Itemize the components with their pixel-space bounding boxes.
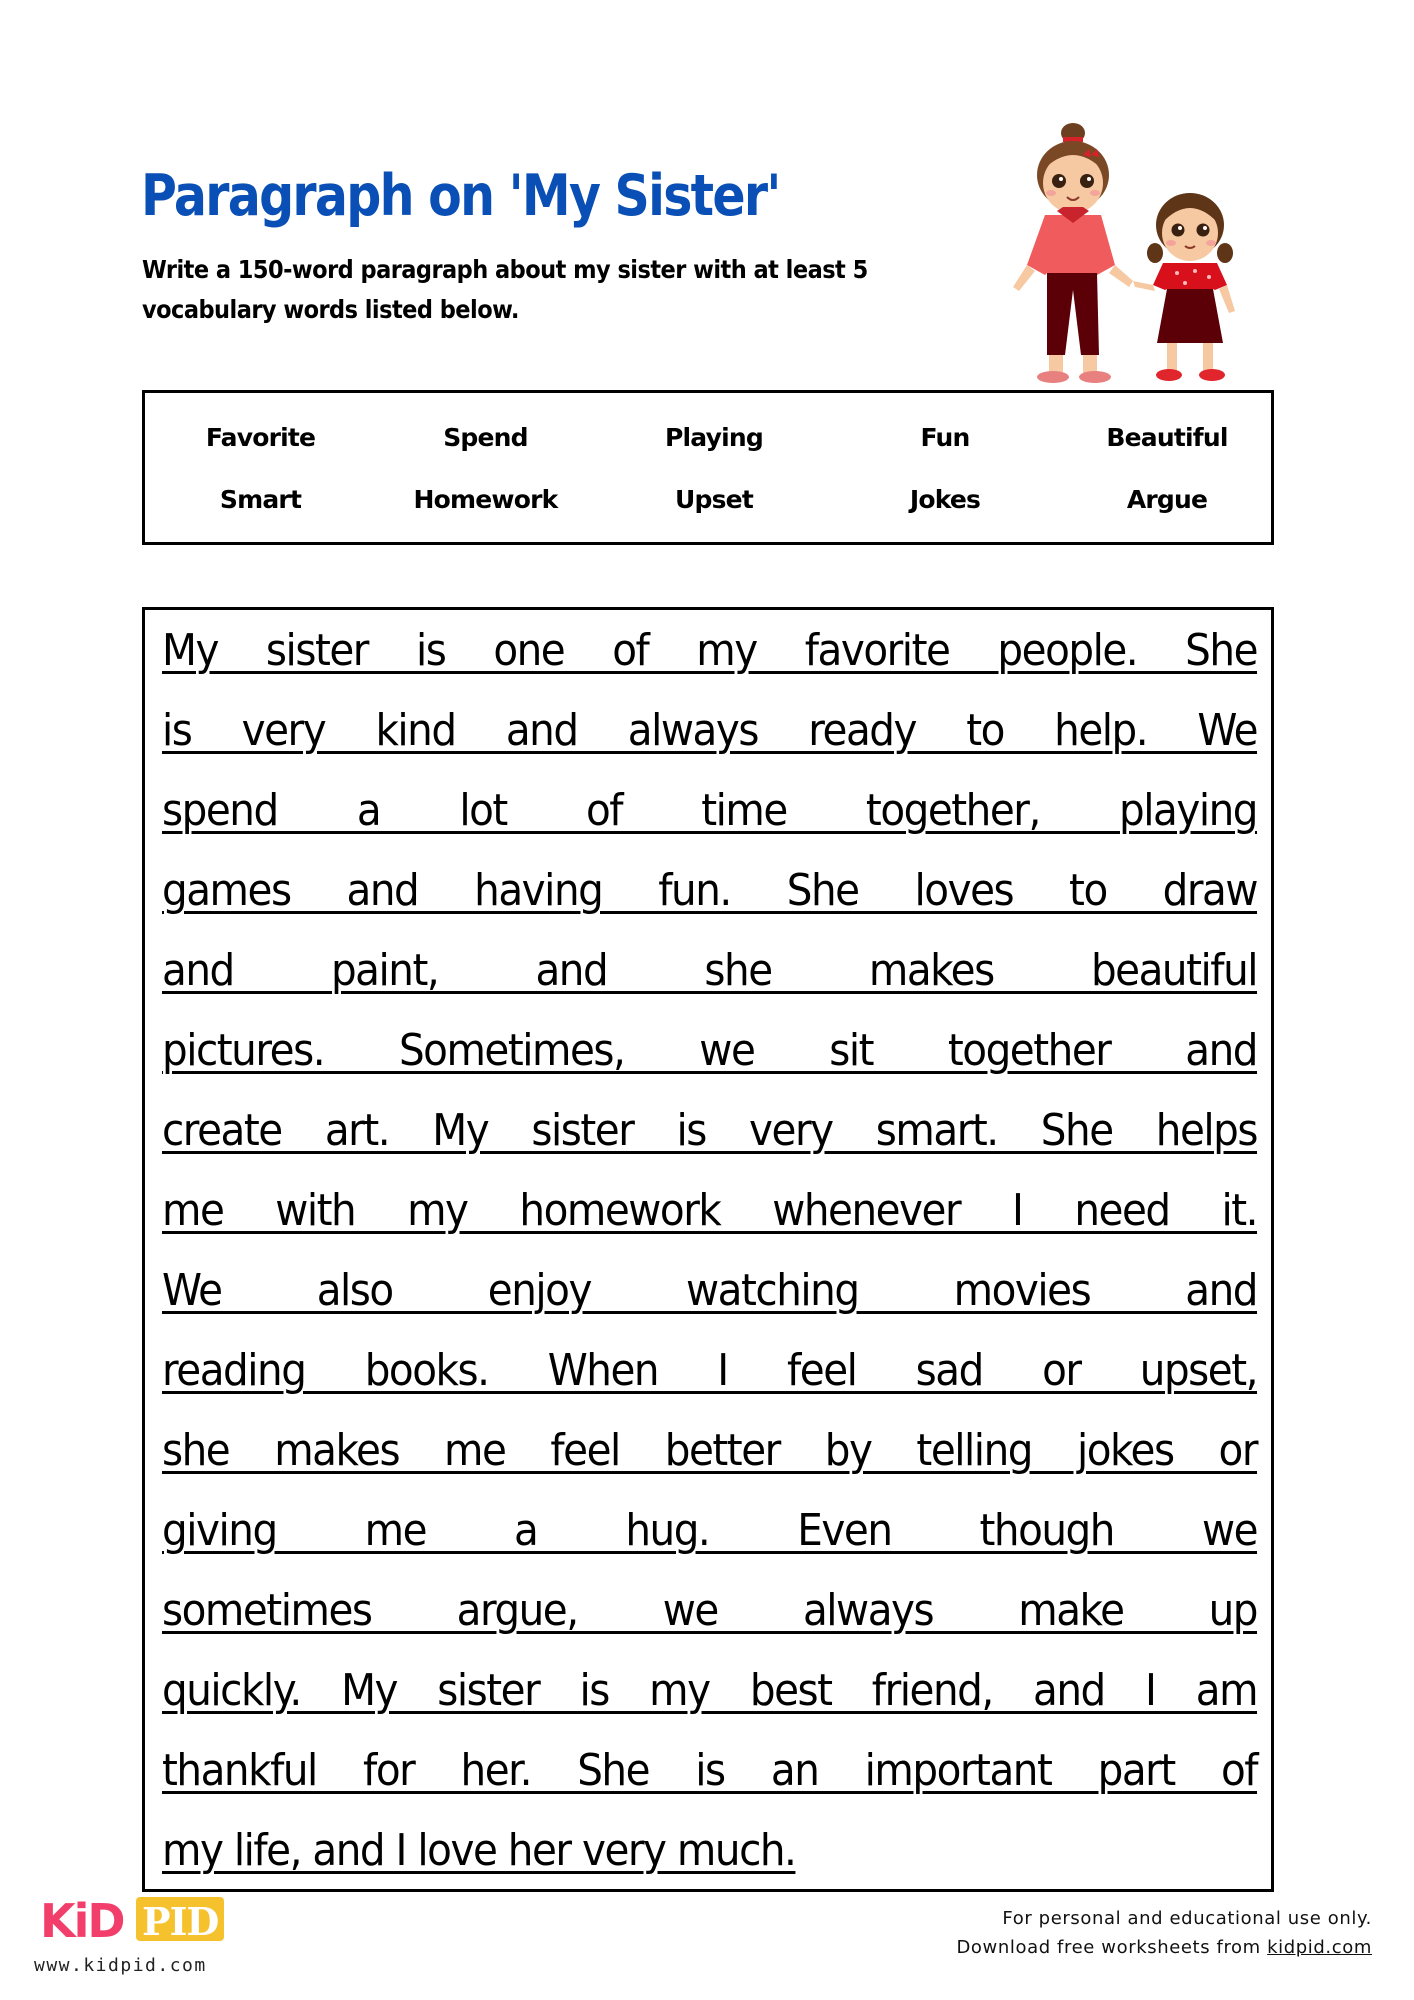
paragraph-line [162, 774, 1258, 854]
instructions: Write a 150-word paragraph about my sister with at least 5 vocabulary words listed below. [142, 255, 868, 324]
paragraph-line [162, 1494, 1258, 1574]
paragraph-line [162, 1574, 1258, 1654]
paragraph-line-text: My sister is one of my favorite people. She [162, 625, 1258, 676]
logo-website: www.kidpid.com [34, 1955, 207, 1976]
paragraph-line [162, 1014, 1258, 1094]
vocab-word: Playing [665, 423, 763, 452]
paragraph-line-text: spend a lot of time together, playing [162, 785, 1258, 836]
paragraph-line-text: she makes me feel better by telling jokes or [162, 1425, 1258, 1476]
vocab-word: Smart [219, 485, 302, 514]
paragraph-line-text: is very kind and always ready to help. We [162, 705, 1258, 756]
paragraph-line [162, 854, 1258, 934]
vocab-word: Spend [443, 423, 528, 452]
paragraph-line-text: my life, and I love her very much. [162, 1825, 796, 1876]
footer-note [956, 1904, 1372, 1962]
vocab-word: Beautiful [1106, 423, 1228, 452]
vocabulary-box [142, 390, 1274, 545]
vocab-word: Favorite [205, 423, 316, 452]
svg-text:KiD: KiD [40, 1894, 124, 1943]
paragraph-line [162, 614, 1258, 694]
paragraph-line-text: quickly. My sister is my best friend, and I am [162, 1665, 1258, 1716]
paragraph-line-text: games and having fun. She loves to draw [162, 865, 1258, 916]
paragraph-line [162, 1174, 1258, 1254]
paragraph-line [162, 694, 1258, 774]
older-sister-figure [1013, 123, 1133, 383]
footer-download-note [956, 1933, 1372, 1962]
svg-text:PID: PID [142, 1899, 219, 1943]
footer-download-prefix: Download free worksheets from [956, 1937, 1268, 1958]
vocab-word: Argue [1126, 485, 1208, 514]
paragraph-line-text: We also enjoy watching movies and [162, 1265, 1258, 1316]
paragraph-line [162, 1734, 1258, 1814]
vocabulary-grid [145, 393, 1271, 533]
kidpid-link[interactable]: kidpid.com [1267, 1937, 1372, 1958]
paragraph-line-text: and paint, and she makes beautiful [162, 945, 1258, 996]
paragraph-line [162, 1414, 1258, 1494]
paragraph-line [162, 1814, 1258, 1894]
paragraph-line [162, 1654, 1258, 1734]
paragraph-line [162, 1094, 1258, 1174]
kidpid-logo [36, 1893, 226, 1943]
paragraph-line [162, 1254, 1258, 1334]
vocab-word: Fun [920, 423, 970, 452]
paragraph-line-text: giving me a hug. Even though we [162, 1505, 1258, 1556]
younger-sister-figure [1133, 193, 1235, 381]
sisters-illustration [1005, 115, 1265, 395]
vocab-word: Homework [413, 485, 558, 514]
paragraph-lines [162, 614, 1258, 1894]
page-title: Paragraph on 'My Sister' [141, 163, 780, 229]
vocab-word: Upset [675, 485, 753, 514]
paragraph-line [162, 934, 1258, 1014]
paragraph-box [142, 607, 1274, 1892]
paragraph-line-text: me with my homework whenever I need it. [162, 1185, 1258, 1236]
paragraph-line-text: reading books. When I feel sad or upset, [162, 1345, 1258, 1396]
footer-usage-note: For personal and educational use only. [1002, 1908, 1372, 1929]
paragraph-line-text: pictures. Sometimes, we sit together and [162, 1025, 1258, 1076]
paragraph-line [162, 1334, 1258, 1414]
paragraph-line-text: create art. My sister is very smart. She helps [162, 1105, 1258, 1156]
paragraph-line-text: thankful for her. She is an important part of [162, 1745, 1258, 1796]
vocab-word: Jokes [909, 485, 981, 514]
paragraph-line-text: sometimes argue, we always make up [162, 1585, 1258, 1636]
